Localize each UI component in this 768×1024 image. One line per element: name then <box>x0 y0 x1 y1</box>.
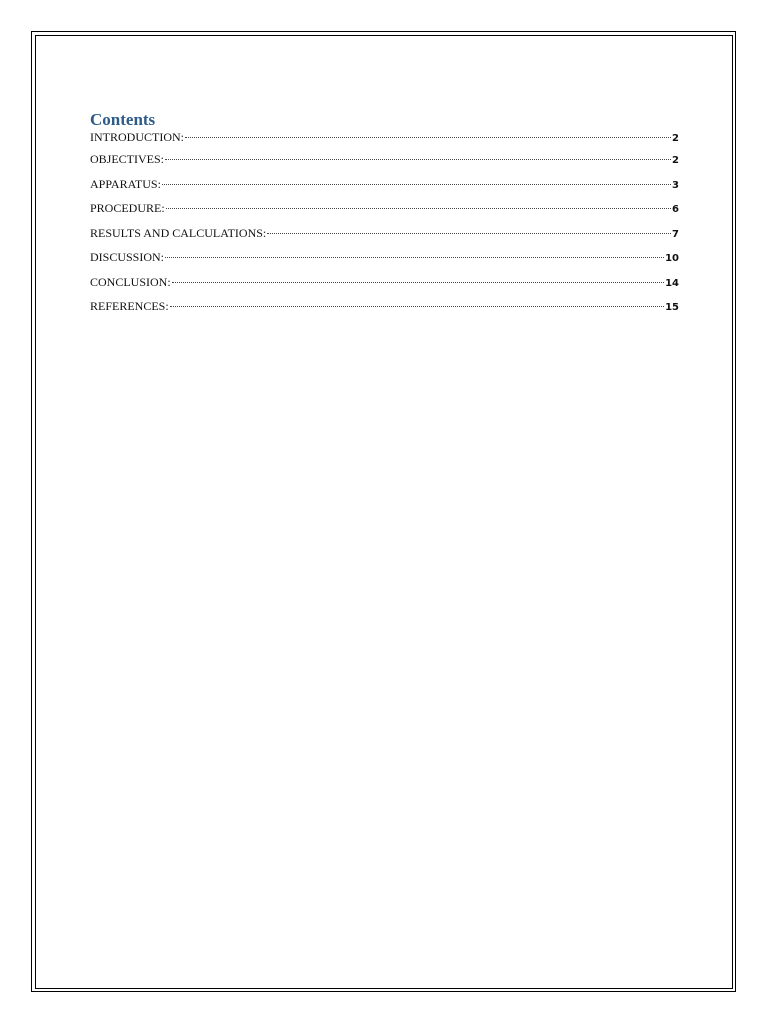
toc-entry-page: 6 <box>672 204 679 215</box>
toc-entry-page: 10 <box>665 253 679 264</box>
toc-dot-leader <box>165 257 664 258</box>
toc-entry-page: 7 <box>672 228 679 240</box>
toc-dot-leader <box>162 184 671 185</box>
toc-entry-results-and-calculations[interactable] <box>90 226 679 251</box>
toc-entry-label: REFERENCES: <box>90 299 169 313</box>
toc-entry-page: 14 <box>665 277 679 289</box>
toc-heading: Contents <box>90 110 156 129</box>
toc-entry-label: INTRODUCTION: <box>90 130 184 144</box>
toc-entry-label: CONCLUSION: <box>90 274 171 289</box>
toc-entry-label: OBJECTIVES: <box>90 152 165 166</box>
toc-dot-leader <box>267 233 671 234</box>
toc-entry-discussion[interactable] <box>90 250 679 275</box>
toc-entry-page: 15 <box>665 302 679 313</box>
toc-list <box>90 130 679 324</box>
toc-entry-objectives[interactable] <box>90 152 679 177</box>
toc-entry-references[interactable] <box>90 299 679 324</box>
toc-entry-label: APPARATUS: <box>90 176 161 191</box>
toc-entry-page: 3 <box>672 179 679 191</box>
toc-entry-introduction[interactable] <box>90 130 679 152</box>
toc-entry-apparatus[interactable] <box>90 177 679 202</box>
table-of-contents <box>90 110 679 324</box>
toc-entry-label: DISCUSSION: <box>90 250 165 264</box>
toc-dot-leader <box>172 282 664 283</box>
toc-dot-leader <box>166 208 671 209</box>
toc-entry-page: 2 <box>672 133 679 144</box>
toc-entry-procedure[interactable] <box>90 201 679 226</box>
toc-dot-leader <box>170 306 664 307</box>
toc-dot-leader <box>185 137 671 138</box>
toc-dot-leader <box>165 159 671 160</box>
toc-entry-label: PROCEDURE: <box>90 201 165 215</box>
toc-entry-conclusion[interactable] <box>90 275 679 300</box>
toc-entry-label: RESULTS AND CALCULATIONS: <box>90 225 267 240</box>
toc-entry-page: 2 <box>672 155 679 166</box>
